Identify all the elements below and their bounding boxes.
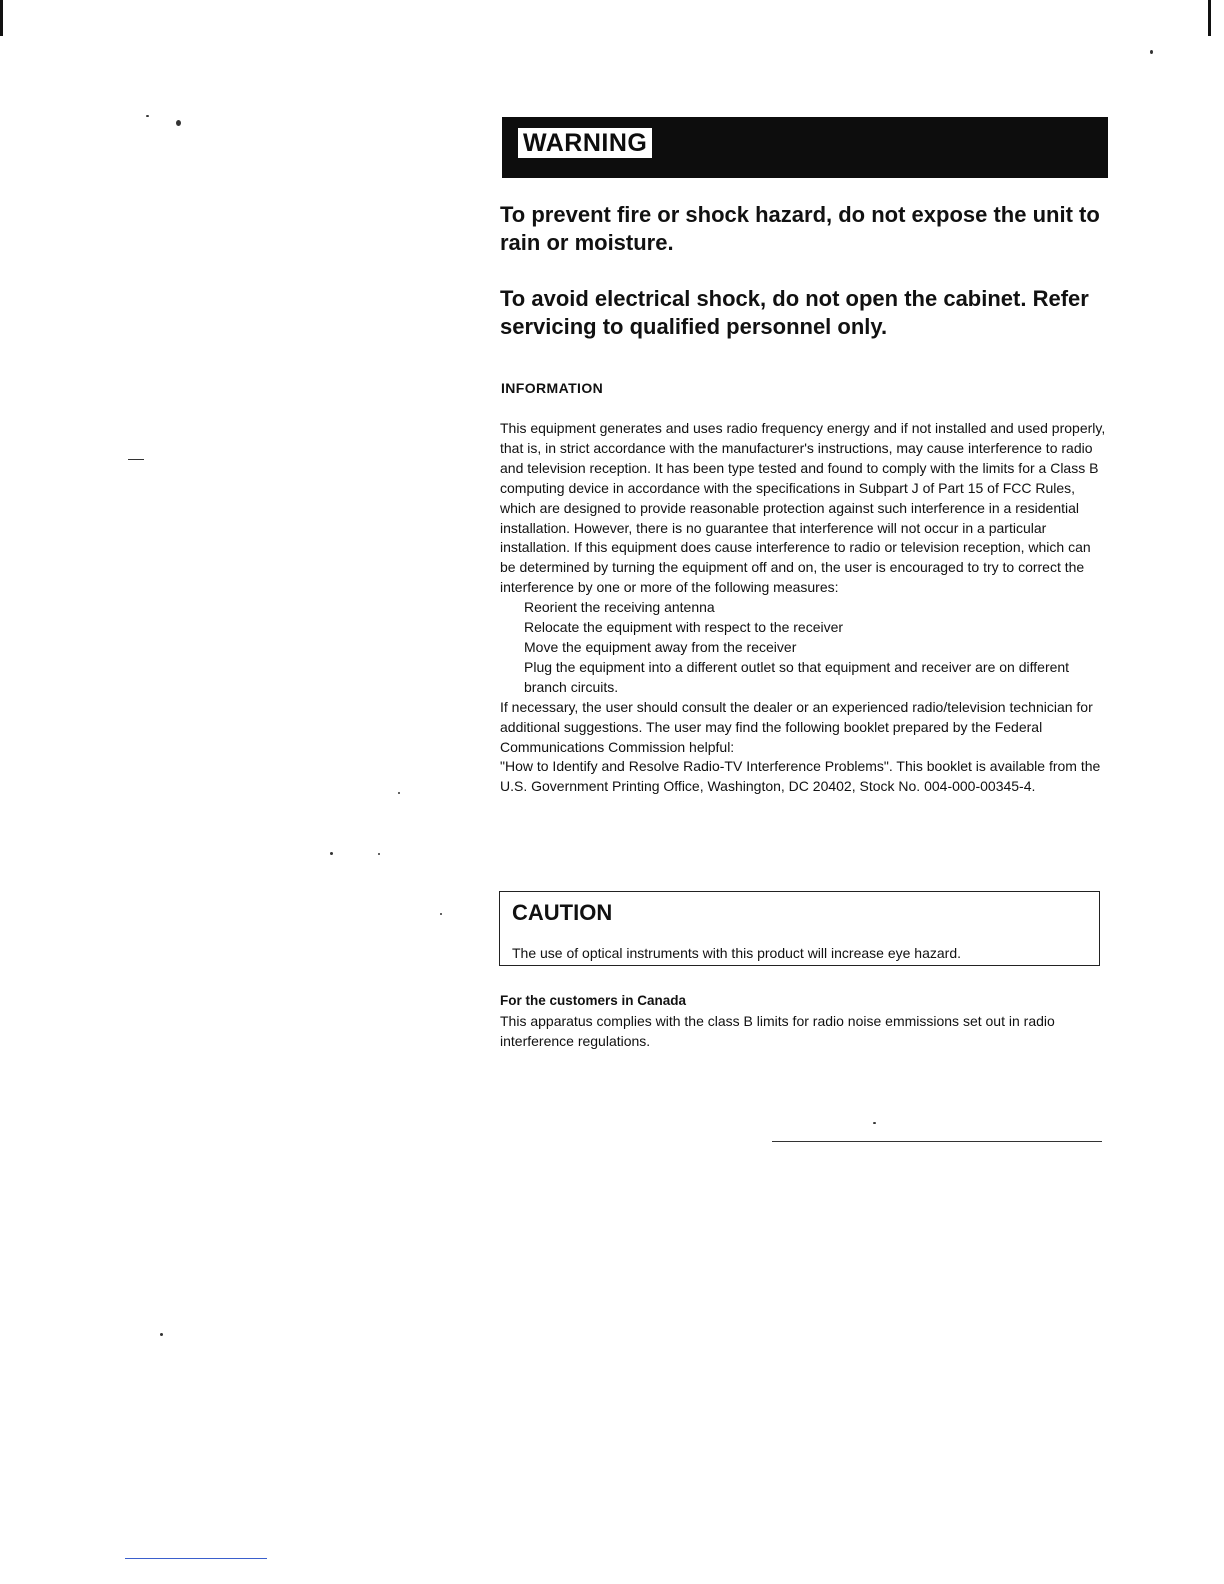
electrical-shock-warning: To avoid electrical shock, do not open the cabinet. Refer servicing to qualified personnel only.: [500, 286, 1089, 339]
canada-section: [500, 991, 1110, 1051]
scan-edge-mark-right: [1208, 0, 1211, 36]
measures-list: [500, 598, 1110, 698]
scan-speck: [378, 853, 380, 855]
caution-box: [499, 891, 1100, 966]
measure-item: Relocate the equipment with respect to the receiver: [524, 619, 844, 636]
scan-speck: [873, 1122, 876, 1124]
scan-speck: [440, 913, 442, 915]
caution-title: CAUTION: [512, 900, 613, 925]
measure-item: Plug the equipment into a different outlet so that equipment and receiver are on different branch circuits.: [524, 658, 1070, 695]
information-closing-booklet: "How to Identify and Resolve Radio-TV Interference Problems". This booklet is available from the U.S. Government Printing Office, Washington, DC 20402, Stock No. 004-000-00345-4.: [500, 758, 1101, 795]
bottom-rule: [125, 1558, 267, 1559]
scan-speck: [160, 1333, 163, 1336]
information-closing-consult: If necessary, the user should consult the dealer or an experienced radio/television technician for additional suggestions. The user may find the following booklet prepared by the Federal Communications Commission helpful:: [500, 698, 1093, 755]
scan-speck: [146, 115, 149, 117]
warning-banner: [502, 117, 1108, 178]
scan-speck: [176, 120, 181, 126]
fire-shock-warning: To prevent fire or shock hazard, do not expose the unit to rain or moisture.: [500, 202, 1100, 255]
canada-text: This apparatus complies with the class B limits for radio noise emmissions set out in radio interference regulations.: [500, 1013, 1055, 1049]
scan-speck: [330, 852, 333, 855]
scan-edge-mark-left: [0, 0, 3, 36]
information-body: [500, 419, 1110, 797]
measure-item: Move the equipment away from the receiver: [524, 638, 797, 655]
divider-rule: [772, 1141, 1102, 1142]
scan-speck: [398, 792, 400, 794]
canada-heading: For the customers in Canada: [500, 993, 687, 1008]
caution-text: The use of optical instruments with this product will increase eye hazard.: [512, 945, 961, 961]
scan-speck: [1150, 50, 1153, 54]
scan-speck: [128, 459, 144, 460]
measure-item: Reorient the receiving antenna: [524, 599, 715, 616]
information-heading: INFORMATION: [501, 380, 604, 396]
information-intro: This equipment generates and uses radio frequency energy and if not installed and used properly, that is, in strict accordance with the manufacturer's instructions, may cause interference to radio and television reception. It has been type tested and found to comply with the limits for a Class B computing device in accordance with the specifications in Subpart J of Part 15 of FCC Rules, which are designed to provide reasonable protection against such interference in a residential installation. However, there is no guarantee that interference will not occur in a particular installation. If this equipment does cause interference to radio or television reception, which can be determined by turning the equipment off and on, the user is encouraged to try to correct the interference by one or more of the following measures:: [500, 420, 1106, 596]
warning-label: WARNING: [518, 128, 652, 158]
